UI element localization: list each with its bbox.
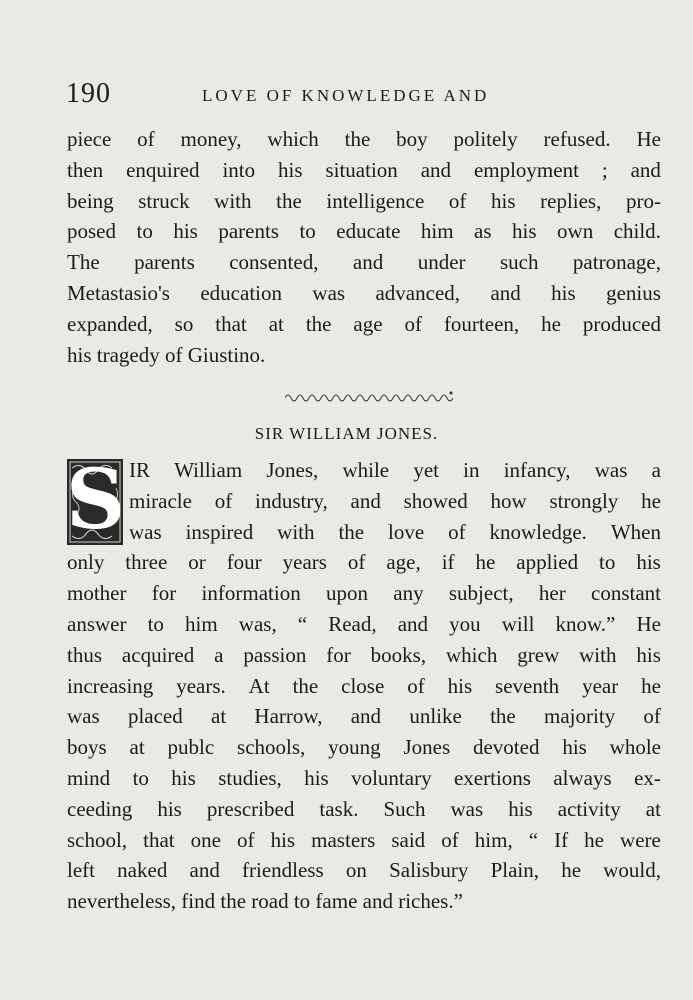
dropcap-letter: S [66, 452, 126, 548]
text-line: miracle of industry, and showed how strongly he [129, 488, 661, 513]
text-line: was placed at Harrow, and unlike the majority of [67, 704, 661, 729]
wavy-rule-ornament [285, 390, 453, 404]
page-header [66, 78, 662, 114]
text-line: boys at publc schools, young Jones devoted his whole [67, 735, 661, 760]
text-line: only three or four years of age, if he applied to his [67, 550, 661, 575]
text-line: answer to him was, “ Read, and you will know.” He [67, 612, 661, 636]
page-number: 190 [66, 78, 111, 109]
text-line: thus acquired a passion for books, which grew with his [67, 642, 661, 667]
text-line: nevertheless, find the road to fame and riches.” [67, 889, 463, 914]
text-line: piece of money, which the boy politely refused. He [67, 127, 661, 151]
text-line: his tragedy of Giustino. [67, 342, 266, 367]
running-head: LOVE OF KNOWLEDGE AND [202, 86, 490, 105]
decorative-initial-letter [66, 452, 126, 548]
text-line: ceeding his prescribed task. Such was his activity at [67, 796, 661, 821]
text-line: mother for information upon any subject, her constant [67, 581, 661, 606]
text-line: was inspired with the love of knowledge. When [129, 519, 661, 544]
text-line: school, that one of his masters said of him, “ If he were [67, 827, 661, 852]
text-line: The parents consented, and under such patronage, [67, 250, 661, 275]
text-line: posed to his parents to educate him as his own child. [67, 219, 661, 244]
text-line: mind to his studies, his voluntary exertions always ex- [67, 766, 661, 790]
section-title: SIR WILLIAM JONES. [254, 424, 439, 443]
text-line: expanded, so that at the age of fourteen, he produced [67, 311, 661, 336]
text-line: left naked and friendless on Salisbury Plain, he would, [67, 858, 661, 883]
text-line: then enquired into his situation and employment ; and [67, 157, 661, 182]
text-line: Metastasio's education was advanced, and his genius [67, 281, 661, 305]
text-line: IR William Jones, while yet in infancy, was a [129, 458, 661, 482]
text-line: being struck with the intelligence of his replies, pro- [67, 188, 661, 213]
text-line: increasing years. At the close of his seventh year he [67, 673, 661, 698]
